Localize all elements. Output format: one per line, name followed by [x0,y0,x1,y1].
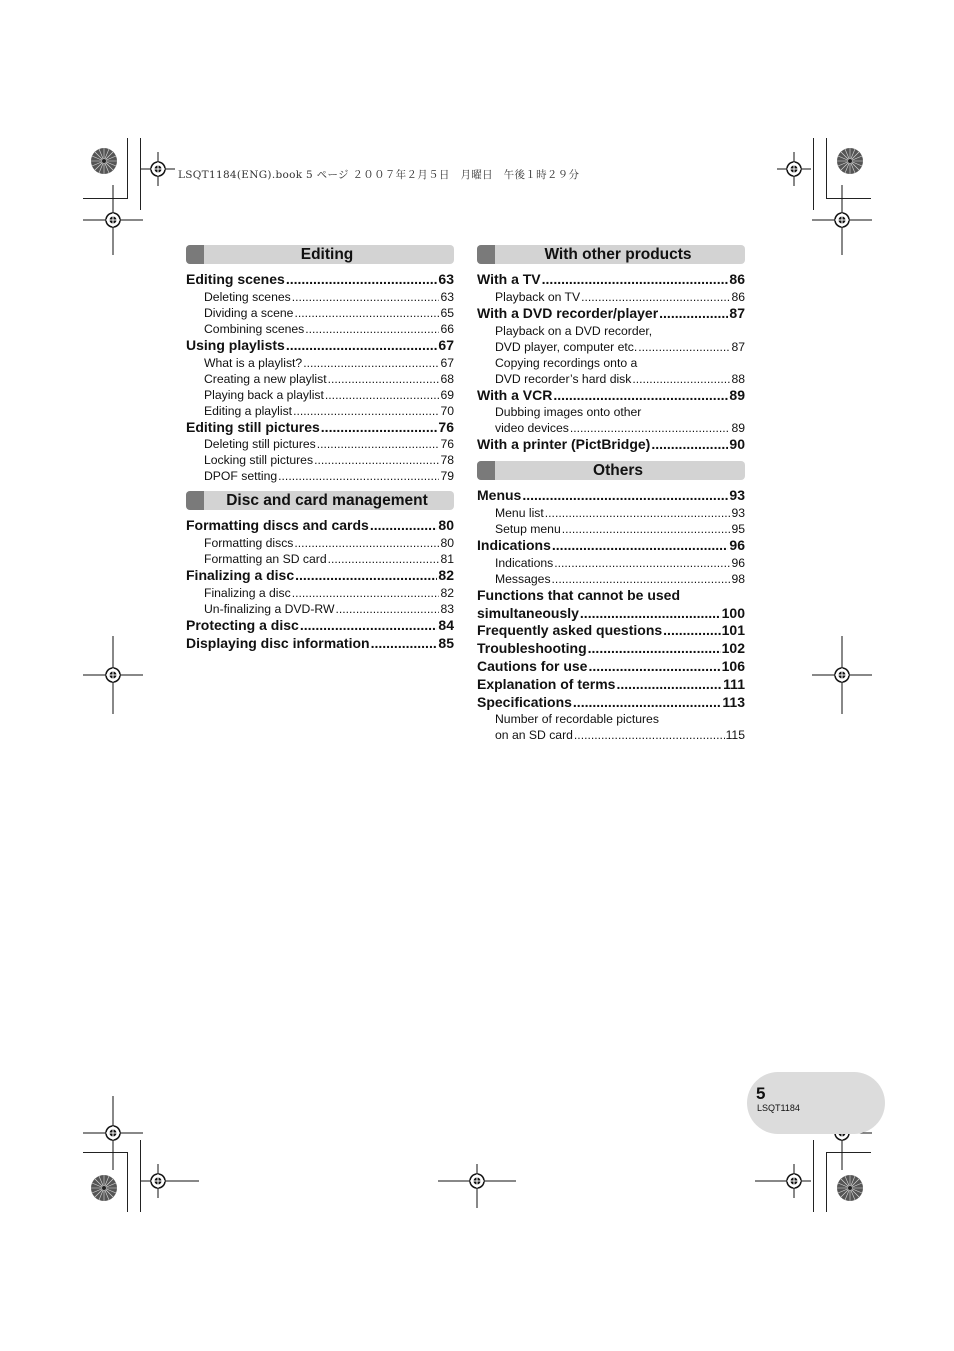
registration-mark-icon [83,185,143,255]
toc-entry[interactable]: Frequently asked questions ..... 101 [477,622,745,640]
toc-entry[interactable]: Menus ..... 93 [477,487,745,505]
section-title: Editing [300,246,354,263]
toc-subentry[interactable]: Editing a playlist ..... 70 [186,403,454,419]
toc-subentry[interactable]: Creating a new playlist ..... 68 [186,371,454,387]
registration-mark-icon [777,152,811,186]
toc-entry-line: Functions that cannot be used [477,586,681,603]
section-header-editing [186,245,454,264]
model-code: LSQT1184 [757,1103,800,1113]
toc-subentry-line: Playback on a DVD recorder, [495,323,653,338]
toc-right-column [477,245,745,743]
starburst-target-icon [90,147,118,175]
toc-entry[interactable]: Displaying disc information ..... 85 [186,635,454,653]
toc-left-column [186,245,454,653]
toc-entry[interactable]: Cautions for use ..... 106 [477,658,745,676]
toc-subentry[interactable]: DVD player, computer etc. ..... 87 [477,339,745,355]
starburst-target-icon [836,1174,864,1202]
section-tab-icon [186,245,204,264]
toc-subentry[interactable]: Formatting discs ..... 80 [186,535,454,551]
toc-entry[interactable]: Finalizing a disc ..... 82 [186,567,454,585]
toc-subentry[interactable]: Combining scenes ..... 66 [186,321,454,337]
toc-entry[interactable]: With a VCR ..... 89 [477,387,745,405]
toc-entry[interactable]: With a DVD recorder/player ..... 87 [477,305,745,323]
toc-entry[interactable]: simultaneously ..... 100 [477,605,745,623]
toc-entry[interactable]: Protecting a disc ..... 84 [186,617,454,635]
toc-subentry[interactable]: DPOF setting ..... 79 [186,468,454,484]
toc-subentry-line: Number of recordable pictures [495,712,659,727]
toc-subentry[interactable]: Finalizing a disc ..... 82 [186,585,454,601]
registration-mark-icon [83,636,143,714]
toc-subentry[interactable]: Playback on TV ..... 86 [477,289,745,305]
toc-entry[interactable]: Explanation of terms ..... 111 [477,676,745,694]
section-title: Others [593,462,643,480]
registration-mark-icon [83,1096,143,1170]
section-tab-icon [477,245,495,264]
toc-entry[interactable]: Indications ..... 96 [477,537,745,555]
toc-entry[interactable]: With a printer (PictBridge) ..... 90 [477,436,745,454]
print-slug: LSQT1184(ENG).book 5 ページ ２００７年２月５日 月曜日 午後１時２９分 [178,169,580,181]
registration-mark-icon [812,636,872,714]
toc-subentry-line: Dubbing images onto other [495,405,642,420]
registration-mark-icon [141,1164,199,1198]
section-tab-icon [186,491,204,510]
toc-subentry[interactable]: on an SD card ..... 115 [477,727,745,743]
toc-entry[interactable]: Editing still pictures ..... 76 [186,419,454,437]
section-header-others [477,461,745,480]
registration-mark-icon [438,1164,516,1208]
toc-entry[interactable]: Using playlists ..... 67 [186,337,454,355]
page-number: 5 [756,1084,766,1103]
section-title: Disc and card management [226,492,428,510]
toc-subentry[interactable]: Locking still pictures ..... 78 [186,452,454,468]
toc-subentry[interactable]: Formatting an SD card ..... 81 [186,551,454,567]
toc-subentry[interactable]: Playing back a playlist ..... 69 [186,387,454,403]
toc-entry[interactable]: With a TV ..... 86 [477,271,745,289]
toc-subentry[interactable]: Messages ..... 98 [477,571,745,587]
toc-entry[interactable]: Editing scenes ..... 63 [186,271,454,289]
toc-subentry[interactable]: Indications ..... 96 [477,555,745,571]
section-header-with-other-products [477,245,745,264]
toc-subentry[interactable]: What is a playlist? ..... 67 [186,355,454,371]
starburst-target-icon [90,1174,118,1202]
toc-subentry[interactable]: Deleting scenes ..... 63 [186,289,454,305]
toc-entry[interactable]: Specifications ..... 113 [477,694,745,712]
toc-entry[interactable]: Formatting discs and cards ..... 80 [186,517,454,535]
toc-subentry[interactable]: video devices ..... 89 [477,420,745,436]
toc-subentry[interactable]: Setup menu ..... 95 [477,521,745,537]
registration-mark-icon [812,185,872,255]
registration-mark-icon [141,152,175,186]
section-tab-icon [477,461,495,480]
toc-subentry[interactable]: DVD recorder’s hard disk ..... 88 [477,371,745,387]
toc-entry[interactable]: Troubleshooting ..... 102 [477,640,745,658]
section-header-disc-and-card [186,491,454,510]
toc-subentry[interactable]: Deleting still pictures ..... 76 [186,436,454,452]
toc-subentry[interactable]: Un-finalizing a DVD-RW ..... 83 [186,601,454,617]
registration-mark-icon [755,1164,811,1198]
section-title: With other products [544,246,692,263]
starburst-target-icon [836,147,864,175]
toc-subentry[interactable]: Dividing a scene ..... 65 [186,305,454,321]
toc-subentry-line: Copying recordings onto a [495,355,638,370]
toc-subentry[interactable]: Menu list ..... 93 [477,505,745,521]
